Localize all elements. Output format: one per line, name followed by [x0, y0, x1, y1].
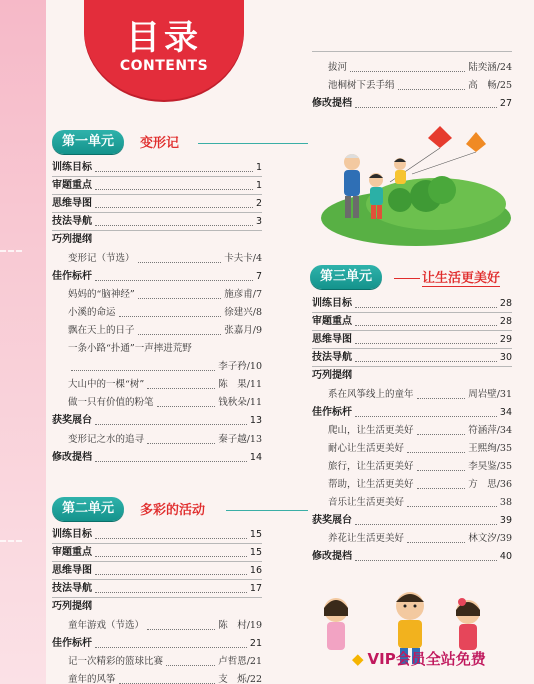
toc-title: 审题重点: [52, 180, 92, 192]
toc-page-number: /31: [496, 388, 512, 400]
toc-leader-dots: [147, 629, 215, 630]
toc-title: 修改提档: [52, 451, 92, 463]
toc-article-row[interactable]: [328, 421, 512, 438]
toc-section-row[interactable]: [312, 312, 512, 329]
toc-page-number: 27: [499, 98, 512, 109]
unit-2-label: 第二单元: [52, 497, 124, 521]
toc-page-number: /10: [246, 361, 262, 373]
toc-article-row[interactable]: [68, 652, 262, 669]
toc-article-row[interactable]: [68, 249, 262, 266]
toc-page-number: 40: [499, 551, 512, 563]
toc-page-number: 15: [249, 529, 262, 540]
toc-leader-dots: [166, 665, 215, 666]
toc-author: 李子矜: [218, 361, 247, 373]
toc-leader-dots: [119, 316, 222, 317]
toc-leader-dots: [355, 524, 497, 525]
toc-section-row[interactable]: [312, 330, 512, 347]
toc-author: 陆奕涵: [468, 62, 497, 73]
toc-page-number: 1: [255, 180, 262, 192]
unit-3-rule: [394, 278, 420, 279]
toc-divider: [52, 176, 262, 177]
toc-section-row[interactable]: [312, 294, 512, 311]
toc-section-row[interactable]: [312, 94, 512, 111]
toc-leader-dots: [95, 189, 253, 190]
toc-leader-dots: [95, 424, 247, 425]
toc-article-row[interactable]: [328, 493, 512, 510]
toc-page-number: /19: [246, 619, 262, 631]
toc-section-row[interactable]: [52, 230, 262, 247]
toc-title: 获奖展台: [52, 415, 92, 427]
toc-page-number: 7: [255, 270, 262, 282]
toc-title: 巧列提纲: [312, 370, 352, 382]
toc-divider: [312, 366, 512, 367]
toc-title: 池桐树下丢手绢: [328, 80, 395, 91]
toc-divider: [52, 212, 262, 213]
toc-page-number: 2: [255, 198, 262, 210]
toc-article-row[interactable]: [328, 58, 512, 75]
toc-page-number: /7: [252, 288, 262, 300]
toc-article-row[interactable]: [68, 616, 262, 633]
toc-title: 思维导图: [52, 198, 92, 210]
toc-article-row[interactable]: [328, 457, 512, 474]
toc-leader-dots: [95, 647, 247, 648]
toc-page-number: /24: [496, 62, 512, 73]
toc-leader-dots: [95, 574, 247, 575]
toc-page-number: /9: [252, 324, 262, 336]
toc-section-row[interactable]: [52, 267, 262, 284]
toc-title: 一条小路“扑通”一声摔进荒野: [68, 343, 192, 354]
toc-author: 高 畅: [468, 80, 497, 91]
toc-article-row[interactable]: [328, 475, 512, 492]
unit-1-name: 变形记: [140, 136, 180, 151]
toc-title: 技法导航: [312, 352, 352, 364]
unit-3-header: [310, 265, 520, 291]
toc-author: 张嘉月: [224, 324, 253, 336]
toc-article-row[interactable]: [328, 439, 512, 456]
unit-3-label: 第三单元: [310, 265, 382, 289]
toc-leader-dots: [95, 171, 253, 172]
unit-1-header: [52, 130, 262, 156]
vip-text: VIP会员全站免费: [367, 650, 486, 668]
toc-author: 周岩壁: [468, 388, 497, 400]
toc-divider: [312, 312, 512, 313]
toc-page-number: 38: [499, 497, 512, 509]
toc-section-row[interactable]: [52, 448, 262, 465]
toc-leader-dots: [417, 488, 466, 489]
toc-divider: [52, 597, 262, 598]
toc-section-row[interactable]: [312, 547, 512, 564]
vip-watermark: [352, 648, 486, 669]
toc-leader-dots: [71, 370, 215, 371]
toc-author: 方 思: [468, 479, 497, 490]
toc-title: 佳作标杆: [52, 637, 92, 649]
toc-page-number: /36: [496, 479, 512, 490]
toc-section-row[interactable]: [312, 511, 512, 528]
stripe-dash: [0, 250, 22, 252]
toc-divider: [312, 330, 512, 331]
toc-article-row[interactable]: [68, 430, 262, 447]
toc-leader-dots: [95, 225, 253, 226]
toc-page-number: 15: [249, 547, 262, 559]
toc-title: 变形记（节选）: [68, 252, 135, 264]
toc-title: 技法导航: [52, 583, 92, 595]
toc-leader-dots: [398, 89, 466, 90]
page-subtitle: CONTENTS: [119, 58, 209, 74]
toc-leader-dots: [350, 71, 465, 72]
toc-title: 帮助，让生活更美好: [328, 479, 414, 490]
diamond-icon: ◆: [352, 650, 364, 668]
toc-section-row[interactable]: [312, 403, 512, 420]
toc-title: 审题重点: [312, 316, 352, 328]
toc-title: 大山中的一棵“树”: [68, 379, 145, 391]
toc-article-row[interactable]: [68, 393, 262, 410]
toc-leader-dots: [355, 307, 497, 308]
unit-1-label: 第一单元: [52, 130, 124, 154]
toc-page-number: 14: [249, 451, 262, 463]
toc-section-row[interactable]: [52, 158, 262, 175]
toc-title: 修改提档: [312, 551, 352, 563]
toc-page-number: /34: [496, 424, 512, 436]
toc-section-row[interactable]: [52, 525, 262, 542]
toc-leader-dots: [147, 388, 215, 389]
toc-article-row[interactable]: [68, 285, 262, 302]
toc-author: 钱秋朵: [218, 397, 247, 409]
toc-title: 思维导图: [52, 565, 92, 577]
toc-page-number: /39: [496, 533, 512, 545]
toc-title: 佳作标杆: [312, 406, 352, 418]
toc-author: 支 烁: [218, 673, 247, 684]
toc-divider: [312, 51, 512, 52]
toc-title: 系在风筝线上的童年: [328, 388, 414, 400]
toc-page-number: /4: [252, 252, 262, 264]
toc-page-number: 28: [499, 316, 512, 328]
toc-author: 卡夫卡: [224, 252, 253, 264]
toc-author: 陈 村: [218, 619, 247, 631]
toc-page-number: /21: [246, 655, 262, 667]
toc-page-number: /11: [246, 379, 262, 391]
unit-2-name: 多彩的活动: [140, 503, 206, 518]
toc-title: 训练目标: [52, 162, 92, 173]
toc-title: 做一只有价值的粉笔: [68, 397, 154, 409]
toc-page-number: /22: [246, 673, 262, 684]
toc-title: 获奖展台: [312, 515, 352, 527]
toc-leader-dots: [95, 207, 253, 208]
toc-page-number: 3: [255, 216, 262, 228]
toc-leader-dots: [417, 434, 466, 435]
toc-title: 妈妈的“脑神经”: [68, 288, 135, 300]
toc-page-number: /8: [252, 306, 262, 318]
toc-page-number: /35: [496, 442, 512, 454]
toc-leader-dots: [138, 334, 222, 335]
unit-3-name: 让生活更美好: [422, 267, 500, 287]
toc-page-number: /25: [496, 80, 512, 91]
toc-title: 巧列提纲: [52, 601, 92, 613]
toc-title: 技法导航: [52, 216, 92, 228]
toc-leader-dots: [95, 280, 253, 281]
toc-page-number: 28: [499, 298, 512, 309]
toc-page-number: 1: [255, 162, 262, 173]
toc-article-row[interactable]: [328, 76, 512, 93]
toc-article-row[interactable]: [68, 375, 262, 392]
toc-author: 林文汐: [468, 533, 497, 545]
toc-leader-dots: [355, 107, 497, 108]
toc-leader-dots: [138, 262, 222, 263]
toc-title: 童年游戏（节选）: [68, 619, 145, 631]
toc-leader-dots: [355, 416, 497, 417]
toc-divider: [52, 230, 262, 231]
toc-title: 训练目标: [52, 529, 92, 540]
toc-title: 训练目标: [312, 298, 352, 309]
toc-title: 思维导图: [312, 334, 352, 346]
toc-page-number: 30: [499, 352, 512, 364]
unit-1-rule: [198, 143, 308, 144]
toc-author: 符涵萍: [468, 424, 497, 436]
stripe-dash: [0, 540, 22, 542]
toc-title: 旅行，让生活更美好: [328, 460, 414, 472]
toc-leader-dots: [417, 470, 466, 471]
toc-article-row[interactable]: [328, 529, 512, 546]
toc-title: 飘在天上的日子: [68, 324, 135, 336]
toc-page-number: 39: [499, 515, 512, 527]
toc-title: 修改提档: [312, 98, 352, 109]
toc-page-number: 21: [249, 637, 262, 649]
toc-page-number: /35: [496, 460, 512, 472]
toc-page-number: 29: [499, 334, 512, 346]
toc-leader-dots: [138, 298, 222, 299]
toc-leader-dots: [407, 542, 465, 543]
toc-article-row[interactable]: [328, 385, 512, 402]
toc-title: 耐心让生活更美好: [328, 442, 405, 454]
toc-leader-dots: [355, 343, 497, 344]
toc-title: 音乐让生活更美好: [328, 497, 405, 509]
toc-title: 小溪的命运: [68, 306, 116, 318]
toc-section-row[interactable]: [52, 543, 262, 560]
toc-leader-dots: [157, 406, 216, 407]
toc-divider: [52, 194, 262, 195]
toc-section-row[interactable]: [52, 176, 262, 193]
kite-flying-illustration: [316, 118, 516, 246]
page-title: 目录: [126, 18, 202, 58]
toc-page-number: 17: [249, 583, 262, 595]
toc-article-row[interactable]: [68, 339, 262, 356]
toc-title: 童年的风筝: [68, 673, 116, 684]
toc-leader-dots: [95, 556, 247, 557]
toc-section-row[interactable]: [52, 561, 262, 578]
toc-page-number: /13: [246, 433, 262, 445]
toc-author: 陈 果: [218, 379, 247, 391]
toc-section-row[interactable]: [312, 348, 512, 365]
toc-title: 爬山，让生活更美好: [328, 424, 414, 436]
toc-title: 养花让生活更美好: [328, 533, 405, 545]
toc-article-row[interactable]: [68, 321, 262, 338]
unit-2-rule: [226, 510, 308, 511]
toc-section-row[interactable]: [312, 366, 512, 383]
toc-author: 卢哲恩: [218, 655, 247, 667]
toc-article-row[interactable]: [68, 357, 262, 374]
toc-title: 拔河: [328, 62, 348, 73]
toc-section-row[interactable]: [52, 579, 262, 596]
toc-leader-dots: [407, 506, 497, 507]
toc-section-row[interactable]: [52, 634, 262, 651]
toc-divider: [52, 579, 262, 580]
toc-leader-dots: [407, 452, 465, 453]
toc-page-number: /11: [246, 397, 262, 409]
left-decor-stripe: [0, 0, 46, 684]
toc-author: 秦子越: [218, 433, 247, 445]
toc-article-row[interactable]: [68, 303, 262, 320]
toc-section-row[interactable]: [52, 212, 262, 229]
toc-title: 记一次精彩的篮球比赛: [68, 655, 164, 667]
toc-leader-dots: [355, 325, 497, 326]
toc-leader-dots: [95, 461, 247, 462]
toc-leader-dots: [355, 560, 497, 561]
unit-2-header: [52, 497, 262, 523]
toc-section-row[interactable]: [52, 597, 262, 614]
toc-leader-dots: [147, 443, 215, 444]
toc-divider: [52, 561, 262, 562]
toc-author: 王熙绚: [468, 442, 497, 454]
toc-page-number: 13: [249, 415, 262, 427]
toc-author: 李昊鉴: [468, 460, 497, 472]
toc-title: 审题重点: [52, 547, 92, 559]
toc-page-number: 34: [499, 406, 512, 418]
toc-article-row[interactable]: [68, 670, 262, 684]
toc-divider: [312, 348, 512, 349]
toc-leader-dots: [95, 538, 247, 539]
toc-leader-dots: [95, 592, 247, 593]
toc-page-number: 16: [249, 565, 262, 577]
toc-title: 巧列提纲: [52, 234, 92, 246]
contents-title-badge: [84, 0, 244, 100]
toc-section-row[interactable]: [52, 411, 262, 428]
toc-author: 徐建兴: [224, 306, 253, 318]
toc-section-row[interactable]: [52, 194, 262, 211]
toc-leader-dots: [355, 361, 497, 362]
toc-author: 施彦甫: [224, 288, 253, 300]
toc-title: 佳作标杆: [52, 270, 92, 282]
toc-divider: [52, 543, 262, 544]
toc-title: 变形记之水的追寻: [68, 433, 145, 445]
toc-leader-dots: [417, 398, 466, 399]
